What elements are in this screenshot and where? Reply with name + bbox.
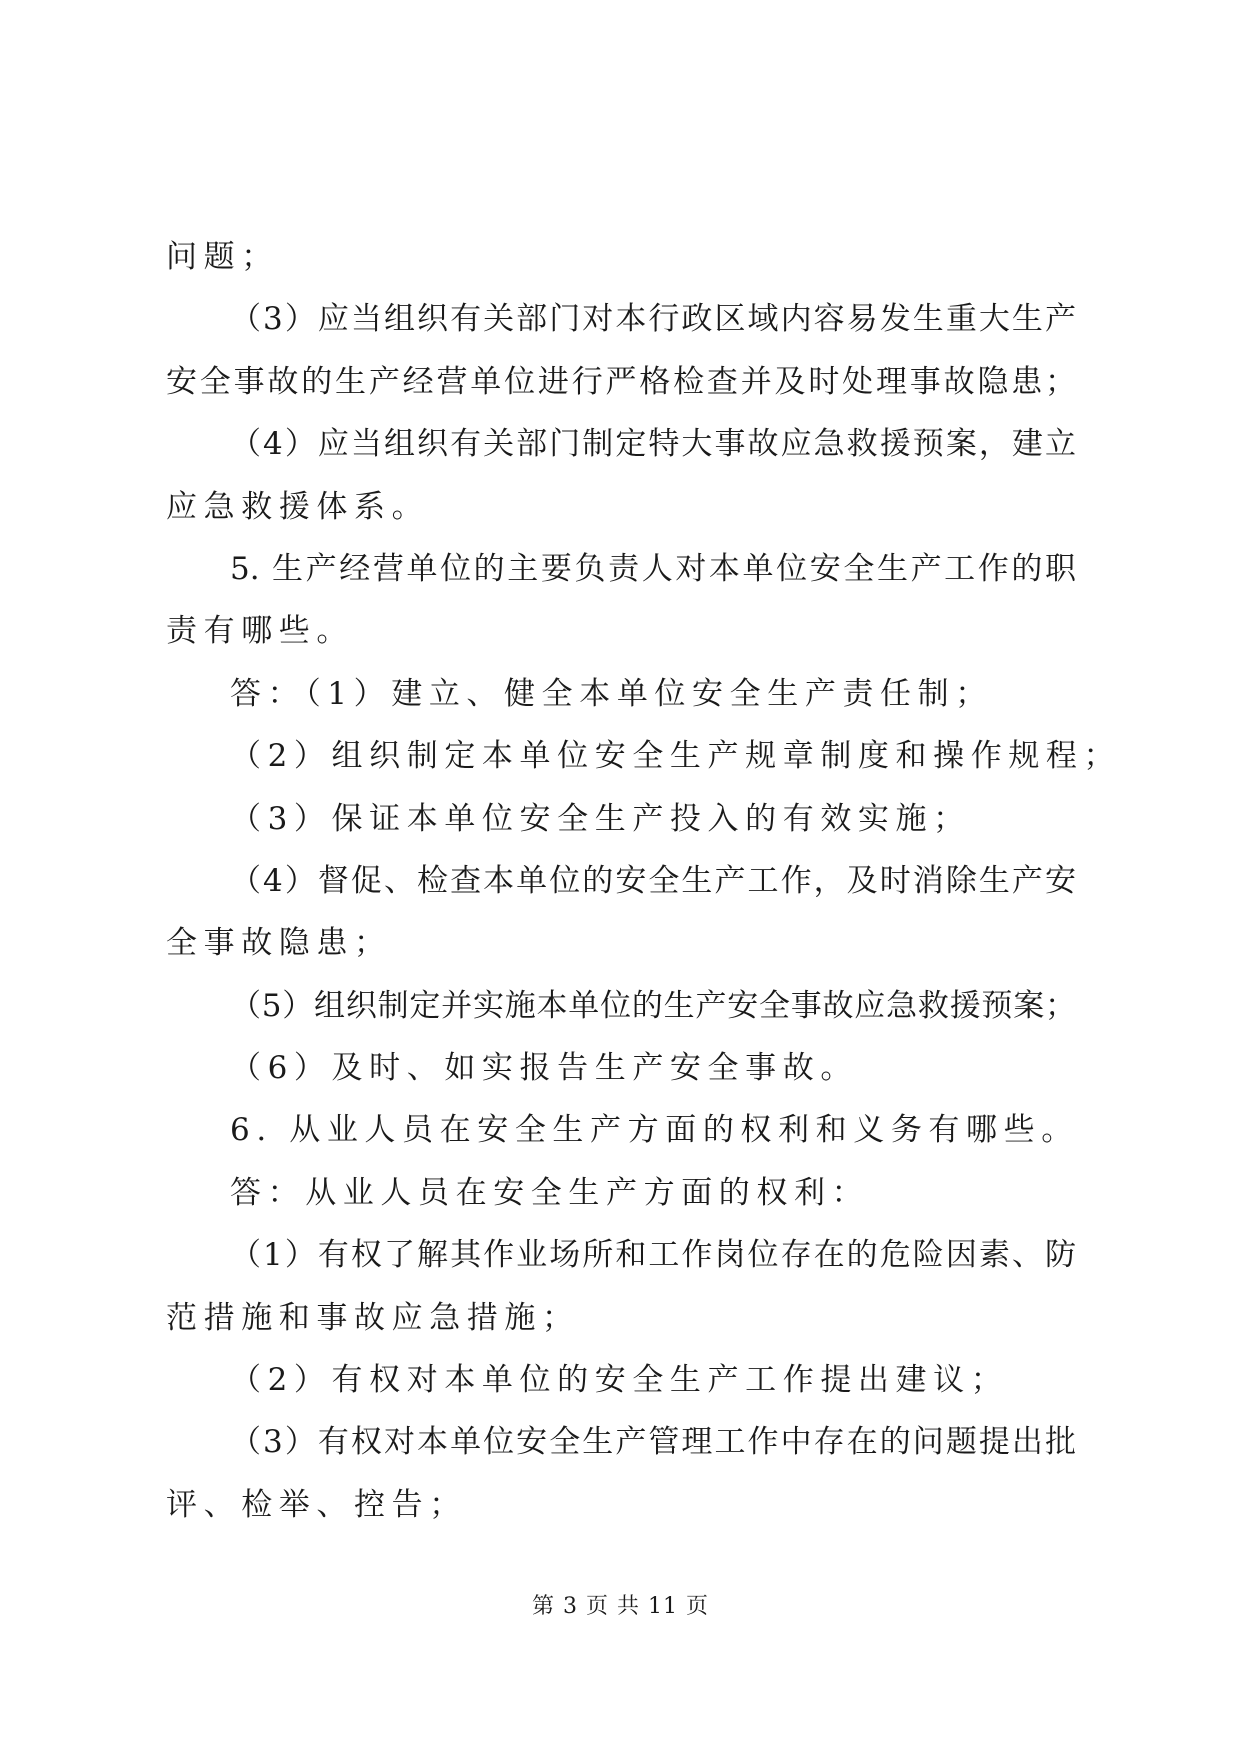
text-line: （4）督促、检查本单位的安全生产工作，及时消除生产安 [230,862,1076,899]
text-line: （4）应当组织有关部门制定特大事故应急救援预案，建立 [230,426,1076,463]
text-line: 应急救援体系。 [166,488,430,525]
text-line: 答：（1）建立、健全本单位安全生产责任制； [230,675,993,712]
text-line: 安全事故的生产经营单位进行严格检查并及时处理事故隐患； [166,363,1076,400]
document-body [166,226,1122,1536]
text-line: （2）有权对本单位的安全生产工作提出建议； [230,1362,1009,1399]
text-line: （3）应当组织有关部门对本行政区域内容易发生重大生产 [230,301,1076,338]
text-line: 问题； [166,239,279,275]
text-line: （5）组织制定并实施本单位的生产安全事故应急救援预案； [230,987,1076,1024]
text-line: 答：从业人员在安全生产方面的权利： [230,1174,870,1211]
text-line: 责有哪些。 [166,613,354,650]
text-line: 全事故隐患； [166,925,392,962]
text-line: （6）及时、如实报告生产安全事故。 [230,1050,858,1087]
text-line: （3）有权对本单位安全生产管理工作中存在的问题提出批 [230,1424,1076,1461]
text-line: （2）组织制定本单位安全生产规章制度和操作规程； [230,738,1122,775]
text-line: （1）有权了解其作业场所和工作岗位存在的危险因素、防 [230,1237,1076,1274]
page-number-footer: 第 3 页 共 11 页 [532,1594,709,1619]
text-line: （3）保证本单位安全生产投入的有效实施； [230,800,971,837]
text-line: 6. 从业人员在安全生产方面的权利和义务有哪些。 [230,1112,1079,1149]
text-line: 5. 生产经营单位的主要负责人对本单位安全生产工作的职 [230,550,1076,587]
text-line: 评、检举、控告； [166,1486,467,1523]
text-line: 范措施和事故应急措施； [166,1299,580,1336]
